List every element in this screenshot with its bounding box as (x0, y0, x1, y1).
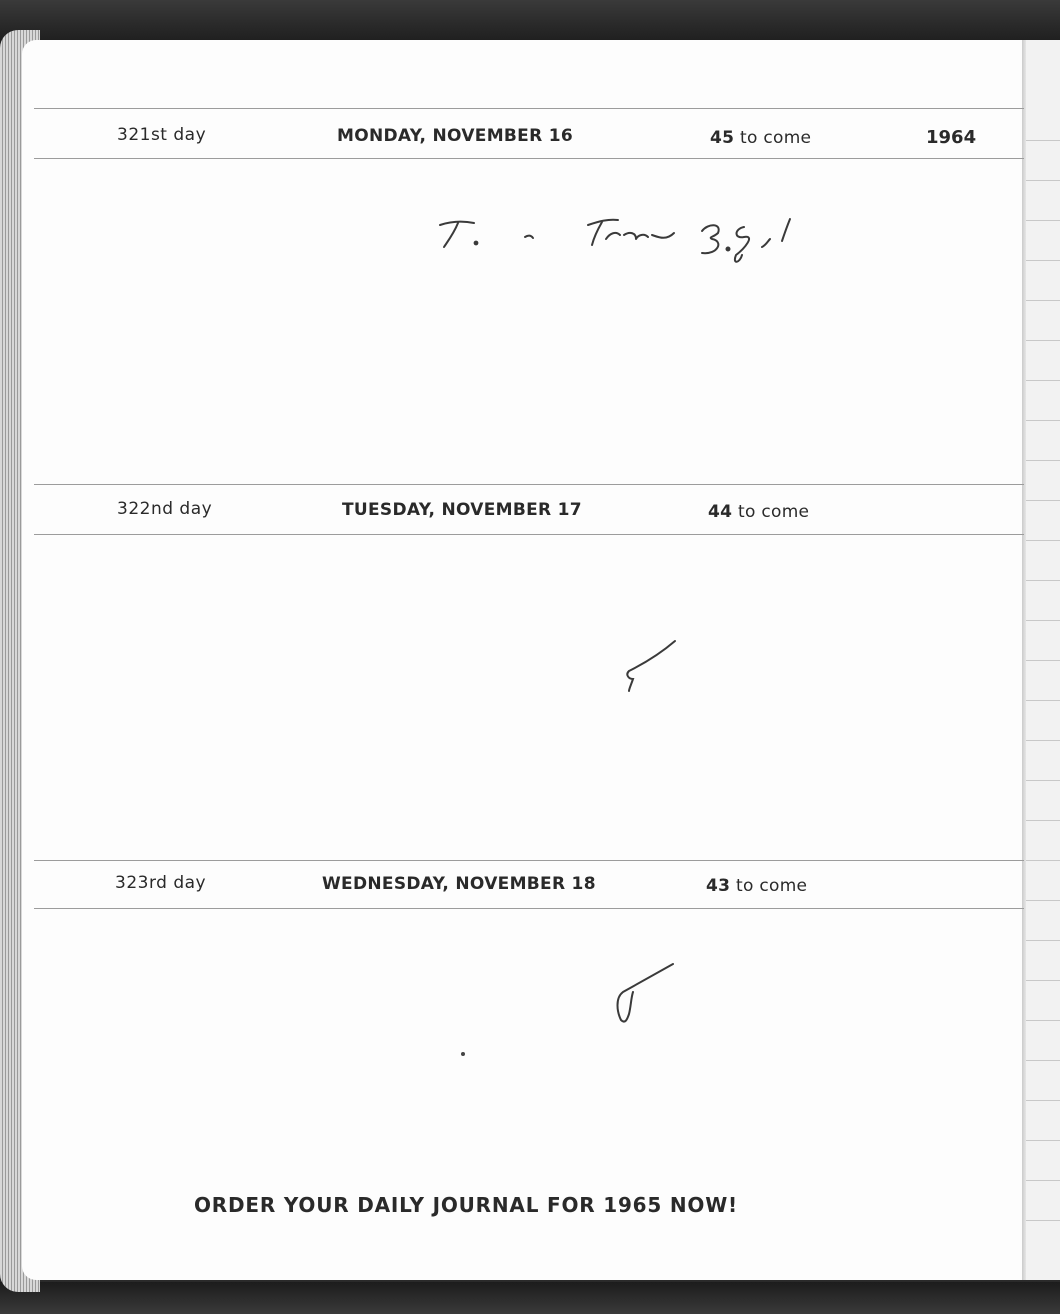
entry-day-number: 323rd day (115, 873, 207, 893)
entry-days-remaining (710, 126, 811, 150)
remaining-suffix: to come (739, 128, 812, 148)
entry-top-rule (34, 484, 1024, 485)
facing-page (1024, 40, 1060, 1280)
remaining-suffix: to come (737, 502, 810, 522)
entry-top-rule (34, 108, 1024, 109)
check-mark-icon (615, 635, 685, 695)
entry-day-number: 322nd day (117, 499, 213, 519)
entry-day-number: 321st day (117, 125, 207, 145)
entry-date: TUESDAY, NOVEMBER 17 (342, 500, 582, 520)
entry-header-rule (34, 534, 1024, 535)
handwritten-note (430, 205, 810, 275)
ink-dot (461, 1052, 465, 1056)
entry-header-rule (34, 908, 1024, 909)
check-mark-icon (605, 958, 685, 1033)
remaining-count: 45 (710, 128, 735, 148)
entry-top-rule (34, 860, 1024, 861)
entry-days-remaining (706, 874, 807, 898)
remaining-suffix: to come (735, 876, 808, 896)
journal-year: 1964 (926, 127, 977, 148)
entry-header-rule (34, 158, 1024, 159)
remaining-count: 43 (706, 876, 731, 896)
order-notice: ORDER YOUR DAILY JOURNAL FOR 1965 NOW! (194, 1193, 738, 1217)
journal-cover-bottom (0, 1282, 1060, 1314)
entry-days-remaining (708, 500, 809, 524)
entry-date: MONDAY, NOVEMBER 16 (337, 126, 573, 146)
remaining-count: 44 (708, 502, 733, 522)
entry-date: WEDNESDAY, NOVEMBER 18 (322, 874, 596, 894)
